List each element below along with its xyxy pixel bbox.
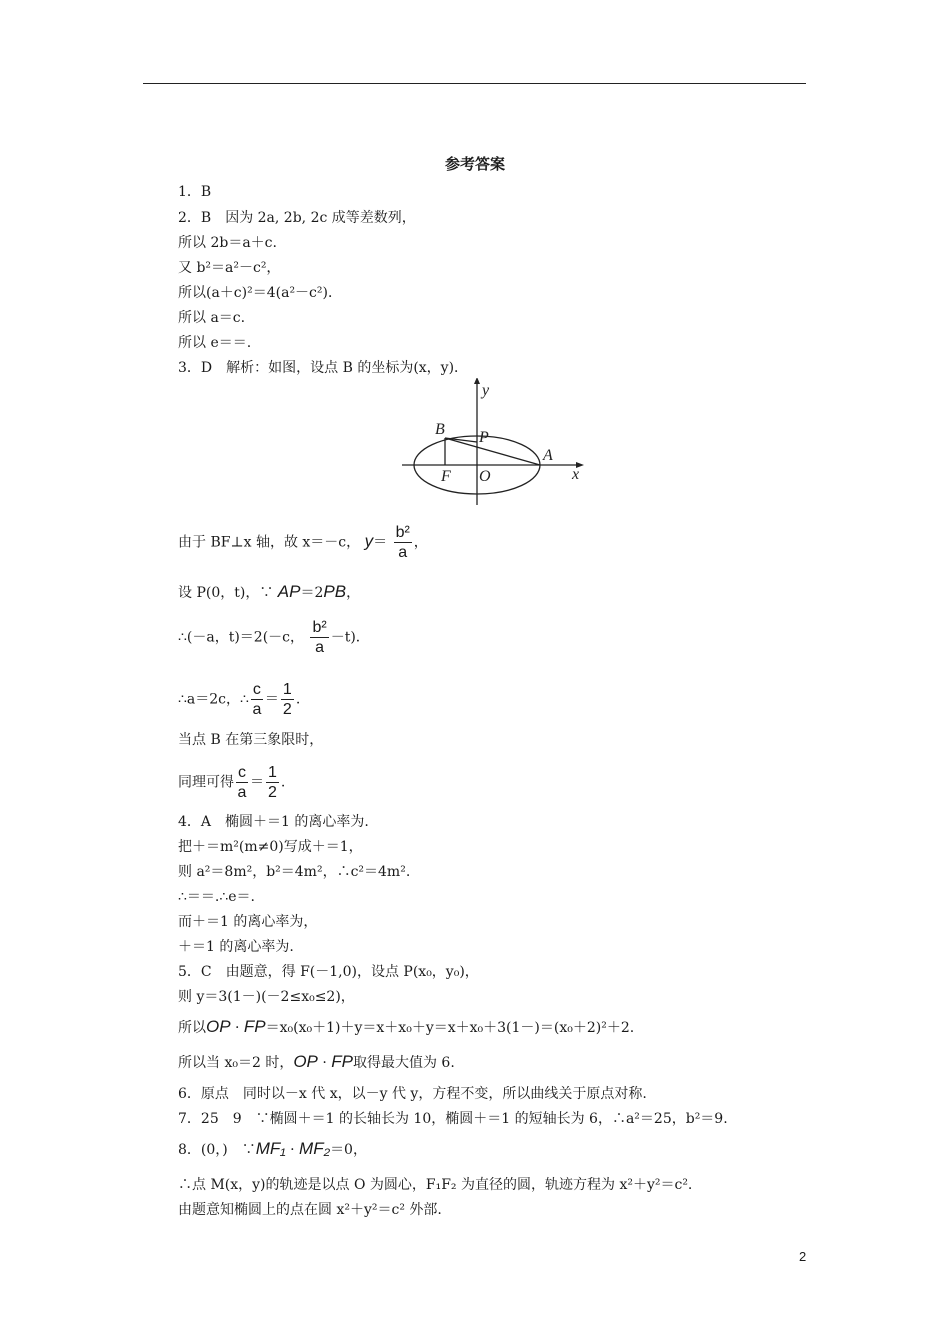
- page-title: 参考答案: [444, 155, 505, 173]
- answer-line: 1．B: [178, 184, 212, 200]
- answer-line: 4．A 椭圆＋＝1 的离心率为.: [178, 814, 369, 830]
- equation-line: ∴a＝2c，∴ $\frac{c}{a}$ ＝ $\frac{1}{2}$ .: [178, 681, 301, 718]
- answer-line: 6．原点 同时以－x 代 x，以－y 代 y，方程不变，所以曲线关于原点对称.: [178, 1086, 647, 1102]
- answer-line: 5．C 由题意，得 F(－1,0)，设点 P(x₀，y₀)，: [178, 964, 479, 980]
- point-f-label: F: [441, 468, 451, 485]
- equation-line: 所以当 x₀＝2 时，OP · FP取得最大值为 6.: [178, 1052, 455, 1071]
- fraction: $\frac{1}{2}$: [268, 764, 277, 801]
- answer-line: 由题意知椭圆上的点在圆 x²＋y²＝c² 外部.: [178, 1202, 442, 1218]
- page-number: 2: [799, 1249, 807, 1264]
- answer-line: 所以 e＝＝.: [178, 335, 252, 351]
- equation-line: 同理可得 $\frac{c}{a}$ ＝ $\frac{1}{2}$ .: [178, 764, 286, 801]
- answer-line: 2．B 因为 2a, 2b, 2c 成等差数列，: [178, 210, 416, 226]
- fraction: $\frac{\text{b²}}{a}$: [312, 619, 327, 656]
- answer-line: ∴点 M(x，y)的轨迹是以点 O 为圆心，F₁F₂ 为直径的圆，轨迹方程为 x²＋y²＝c².: [178, 1177, 693, 1193]
- ellipse-figure: [398, 378, 588, 513]
- fraction: $\frac{c}{a}$: [252, 681, 262, 718]
- answer-line: 当点 B 在第三象限时，: [178, 732, 324, 748]
- equation-line: 8．(0，) ∵MF₁ · MF₂＝0，: [178, 1139, 367, 1158]
- answer-line: 而＋＝1 的离心率为，: [178, 914, 318, 930]
- point-p-label: P: [479, 429, 489, 446]
- fraction: $\frac{\text{b²}}{a}$: [395, 524, 410, 561]
- answer-line: 则 a²＝8m²，b²＝4m²，∴c²＝4m².: [178, 864, 411, 880]
- answer-line: 所以 a＝c.: [178, 310, 246, 326]
- equation-line: ∴(－a，t)＝2(－c， $\frac{\text{b²}}{a}$ －t)．: [178, 619, 370, 656]
- fraction: $\frac{1}{2}$: [282, 681, 292, 718]
- answer-line: 则 y＝3(1－)(－2≤x₀≤2)，: [178, 989, 355, 1005]
- y-axis-label: y: [482, 382, 490, 399]
- answer-line: 把＋＝m²(m≠0)写成＋＝1，: [178, 839, 363, 855]
- answer-line: 又 b²＝a²－c²，: [178, 260, 281, 276]
- answer-line: ∴＝＝.∴e＝.: [178, 889, 255, 905]
- answer-line: 所以(a＋c)²＝4(a²－c²)．: [178, 285, 342, 301]
- header-rule: [143, 83, 806, 84]
- answer-line: ＋＝1 的离心率为.: [178, 939, 294, 955]
- answer-line: 所以 2b＝a＋c.: [178, 235, 277, 251]
- fraction: $\frac{c}{a}$: [237, 764, 247, 801]
- answer-line: 3．D 解析：如图，设点 B 的坐标为(x，y)．: [178, 360, 469, 376]
- equation-line: 由于 BF⊥x 轴，故 x＝－c， y＝ $\frac{\text{b²}}{a}$ ，: [178, 524, 428, 561]
- answer-line: 7．25 9 ∵椭圆＋＝1 的长轴长为 10，椭圆＋＝1 的短轴长为 6，∴a²＝25，b²＝9.: [178, 1111, 728, 1127]
- x-axis-label: x: [572, 466, 580, 483]
- equation-line: 设 P(0，t)，∵ AP＝2PB，: [178, 582, 361, 601]
- equation-line: 所以OP · FP＝x₀(x₀＋1)＋y＝x＋x₀＋y＝x＋x₀＋3(1－)＝(x₀＋2)²＋2.: [178, 1017, 635, 1036]
- origin-label: O: [479, 468, 491, 485]
- point-a-label: A: [543, 447, 553, 464]
- point-b-label: B: [435, 421, 445, 438]
